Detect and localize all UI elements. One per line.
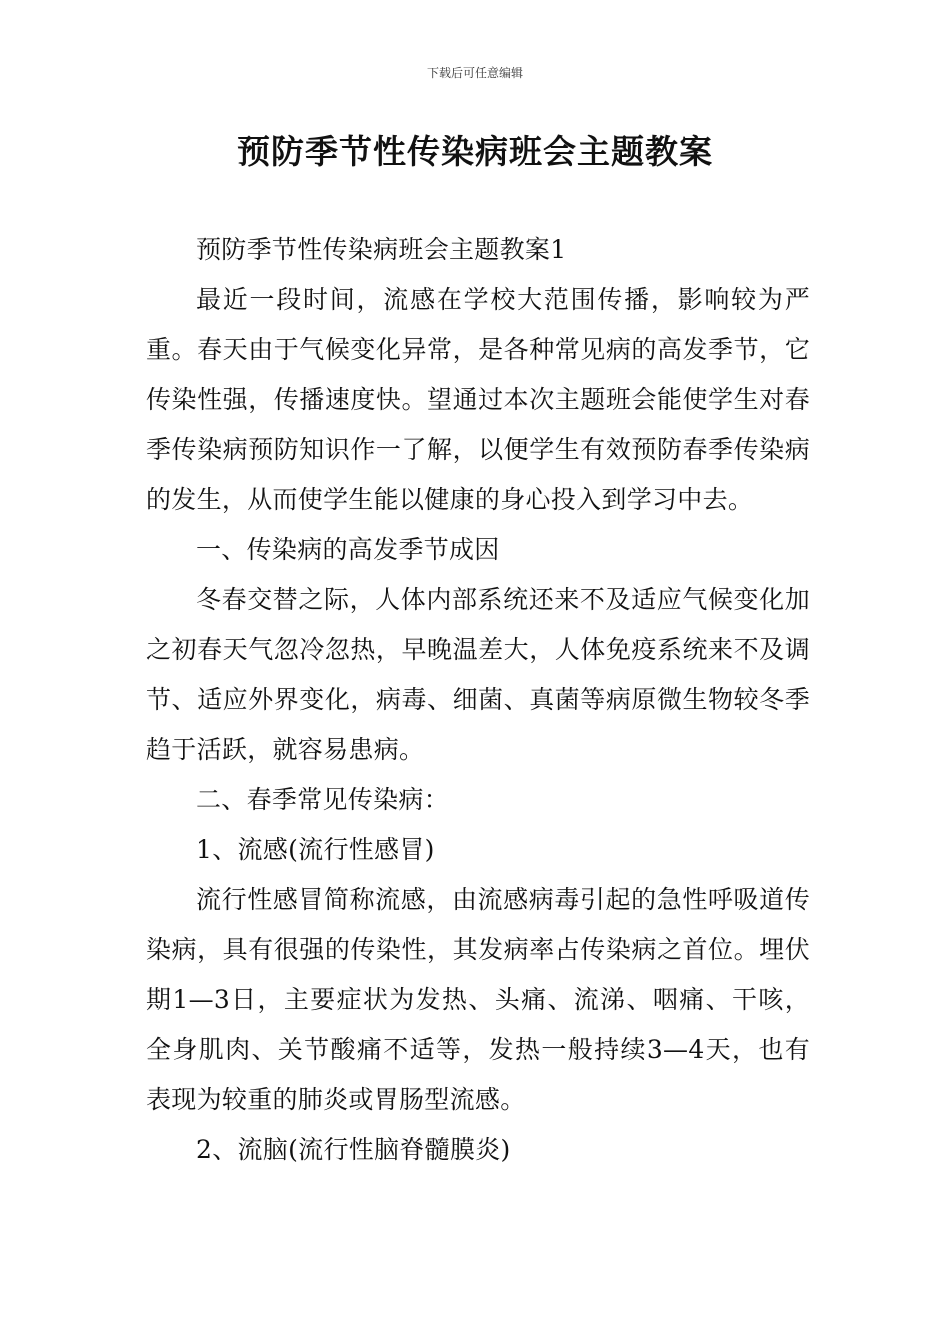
paragraph: 最近一段时间，流感在学校大范围传播，影响较为严重。春天由于气候变化异常，是各种常见病的高发季节，它传染性强，传播速度快。望通过本次主题班会能使学生对春季传染病预防知识作一了解，以便学生有效预防春季传染病的发生，从而使学生能以健康的身心投入到学习中去。 — [146, 285, 810, 514]
paragraph: 流行性感冒简称流感，由流感病毒引起的急性呼吸道传染病，具有很强的传染性，其发病率占传染病之首位。埋伏期1—3日，主要症状为发热、头痛、流涕、咽痛、干咳，全身肌肉、关节酸痛不适等，发热一般持续3—4天，也有表现为较重的肺炎或胃肠型流感。 — [146, 885, 810, 1114]
document-title: 预防季节性传染病班会主题教案 — [237, 132, 713, 171]
section-heading: 二、春季常见传染病： — [196, 785, 450, 814]
subsection-heading: 1、流感(流行性感冒) — [196, 835, 435, 864]
section-heading: 预防季节性传染病班会主题教案1 — [196, 235, 567, 264]
paragraph: 冬春交替之际，人体内部系统还来不及适应气候变化加之初春天气忽冷忽热，早晚温差大，人体免疫系统来不及调节、适应外界变化，病毒、细菌、真菌等病原微生物较冬季趋于活跃，就容易患病。 — [146, 585, 810, 764]
section-heading: 一、传染病的高发季节成因 — [196, 535, 500, 564]
document-body — [146, 225, 810, 1175]
subsection-heading: 2、流脑(流行性脑脊髓膜炎) — [196, 1135, 511, 1164]
page-header-note: 下载后可任意编辑 — [426, 66, 523, 80]
